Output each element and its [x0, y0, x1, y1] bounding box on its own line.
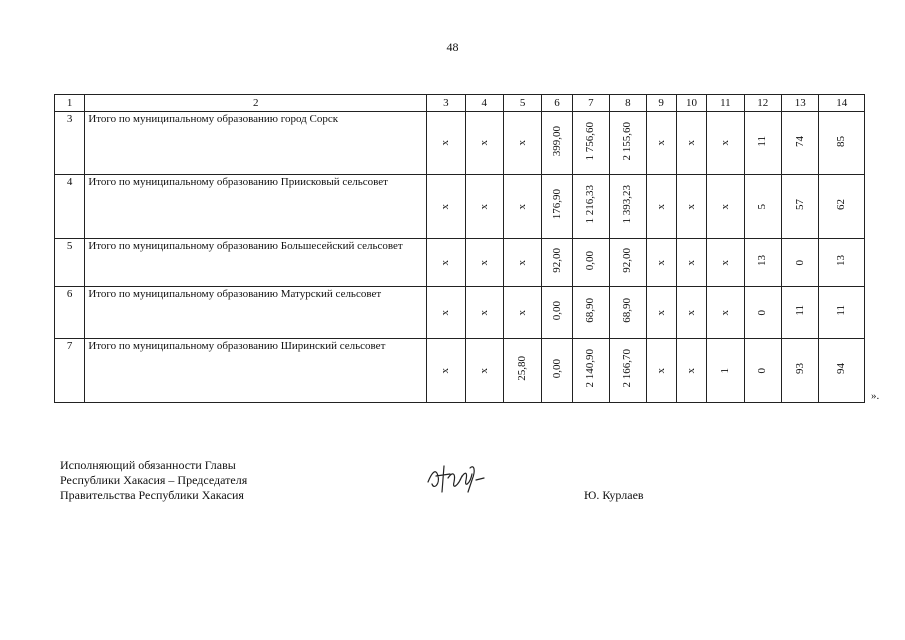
cell-value: х: [477, 140, 490, 146]
value-cell: [427, 175, 465, 239]
table-row: [55, 287, 865, 339]
value-cell: [646, 112, 676, 175]
cell-value: 1 756,60: [584, 121, 597, 161]
value-cell: [465, 339, 503, 403]
value-cell: [610, 175, 646, 239]
cell-value: х: [718, 203, 731, 209]
cell-value: 11: [835, 305, 848, 316]
value-cell: [676, 239, 706, 287]
value-cell: [572, 112, 609, 175]
cell-value: х: [516, 309, 529, 315]
value-cell: [610, 112, 646, 175]
header-cell: 9: [646, 95, 676, 112]
table-row: [55, 112, 865, 175]
value-cell: [676, 339, 706, 403]
cell-value: х: [654, 140, 667, 146]
cell-value: х: [477, 367, 490, 373]
cell-value: 85: [835, 135, 848, 147]
value-cell: [819, 112, 865, 175]
cell-value: 0: [756, 367, 769, 373]
header-cell: 7: [572, 95, 609, 112]
value-cell: [465, 175, 503, 239]
row-name: Итого по муниципальному образованию Большесейский сельсовет: [85, 239, 427, 287]
cell-value: х: [685, 309, 697, 315]
value-cell: [744, 112, 781, 175]
header-cell: 3: [427, 95, 465, 112]
cell-value: 1 393,23: [621, 185, 634, 224]
cell-value: 0: [793, 259, 806, 265]
value-cell: [707, 287, 744, 339]
value-cell: [646, 239, 676, 287]
cell-value: 93: [793, 363, 806, 374]
cell-value: 74: [793, 135, 806, 147]
value-cell: [781, 175, 818, 239]
value-cell: [427, 239, 465, 287]
cell-value: х: [439, 367, 452, 373]
value-cell: [610, 287, 646, 339]
signatory-title-line: Правительства Республики Хакасия: [60, 488, 244, 502]
cell-value: х: [654, 309, 667, 315]
value-cell: [503, 175, 541, 239]
cell-value: х: [685, 367, 697, 373]
row-name: Итого по муниципальному образованию Приисковый сельсовет: [85, 175, 427, 239]
cell-value: 0,00: [550, 300, 563, 321]
value-cell: [781, 112, 818, 175]
cell-value: х: [654, 259, 667, 265]
cell-value: 11: [756, 135, 769, 147]
header-cell: 10: [676, 95, 706, 112]
table-body: [55, 95, 865, 403]
page-number: 48: [446, 40, 459, 54]
value-cell: [707, 239, 744, 287]
signatory-name: Ю. Курлаев: [584, 488, 644, 502]
value-cell: [572, 339, 609, 403]
cell-value: 68,90: [621, 298, 634, 323]
value-cell: [819, 287, 865, 339]
cell-value: 5: [756, 203, 769, 209]
value-cell: [819, 239, 865, 287]
header-cell: 8: [610, 95, 646, 112]
cell-value: х: [654, 367, 667, 373]
handwritten-signature: [422, 458, 492, 498]
header-cell: 12: [744, 95, 781, 112]
value-cell: [781, 339, 818, 403]
value-cell: [610, 239, 646, 287]
cell-value: 92,00: [550, 248, 563, 273]
cell-value: х: [439, 203, 452, 209]
cell-value: 13: [835, 255, 848, 266]
cell-value: х: [718, 140, 731, 146]
value-cell: [572, 175, 609, 239]
cell-value: 0,00: [584, 250, 597, 271]
value-cell: [503, 287, 541, 339]
cell-value: 2 166,70: [621, 349, 634, 388]
closing-quote: ».: [871, 390, 880, 402]
header-cell: 14: [819, 95, 865, 112]
cell-value: х: [516, 259, 529, 265]
cell-value: х: [685, 203, 697, 209]
cell-value: 92,00: [621, 248, 634, 273]
signatory-title-line: Исполняющий обязанности Главы: [60, 458, 236, 472]
value-cell: [465, 287, 503, 339]
value-cell: [646, 175, 676, 239]
value-cell: [707, 175, 744, 239]
value-cell: [503, 339, 541, 403]
value-cell: [503, 112, 541, 175]
value-cell: [542, 175, 572, 239]
cell-value: х: [516, 203, 529, 209]
cell-value: 0,00: [550, 358, 563, 379]
cell-value: 94: [835, 363, 848, 374]
cell-value: 57: [793, 199, 806, 210]
signatory-title: [60, 458, 247, 503]
table-row: [55, 339, 865, 403]
row-name: Итого по муниципальному образованию Матурский сельсовет: [85, 287, 427, 339]
cell-value: х: [439, 259, 452, 265]
cell-value: 11: [793, 305, 806, 316]
cell-value: х: [477, 309, 490, 315]
value-cell: [819, 339, 865, 403]
value-cell: [781, 287, 818, 339]
header-cell: 1: [55, 95, 85, 112]
value-cell: [819, 175, 865, 239]
header-cell: 2: [85, 95, 427, 112]
cell-value: 1 216,33: [584, 185, 597, 224]
cell-value: х: [654, 203, 667, 209]
value-cell: [427, 339, 465, 403]
value-cell: [707, 339, 744, 403]
value-cell: [610, 339, 646, 403]
header-cell: 4: [465, 95, 503, 112]
value-cell: [781, 239, 818, 287]
cell-value: х: [685, 259, 697, 265]
cell-value: х: [477, 203, 490, 209]
row-name: Итого по муниципальному образованию город Сорск: [85, 112, 427, 175]
value-cell: [572, 239, 609, 287]
cell-value: 1: [718, 367, 731, 373]
cell-value: х: [685, 140, 697, 146]
row-name: Итого по муниципальному образованию Ширинский сельсовет: [85, 339, 427, 403]
cell-value: 2 155,60: [621, 121, 634, 161]
value-cell: [542, 287, 572, 339]
value-cell: [427, 112, 465, 175]
value-cell: [676, 112, 706, 175]
row-number: 4: [55, 175, 85, 239]
header-cell: 13: [781, 95, 818, 112]
row-number: 5: [55, 239, 85, 287]
value-cell: [542, 239, 572, 287]
value-cell: [707, 112, 744, 175]
value-cell: [427, 287, 465, 339]
cell-value: х: [718, 309, 731, 315]
cell-value: х: [718, 259, 731, 265]
row-number: 6: [55, 287, 85, 339]
value-cell: [744, 175, 781, 239]
value-cell: [542, 339, 572, 403]
signatory-title-line: Республики Хакасия – Председателя: [60, 473, 248, 487]
header-cell: 5: [503, 95, 541, 112]
value-cell: [744, 239, 781, 287]
cell-value: х: [516, 140, 529, 146]
table-row: [55, 175, 865, 239]
cell-value: х: [439, 140, 452, 146]
header-row: [55, 95, 865, 112]
cell-value: 0: [756, 309, 769, 315]
value-cell: [572, 287, 609, 339]
table-row: [55, 239, 865, 287]
row-number: 7: [55, 339, 85, 403]
header-cell: 6: [542, 95, 572, 112]
cell-value: 399,00: [550, 125, 563, 157]
value-cell: [744, 339, 781, 403]
row-number: 3: [55, 112, 85, 175]
value-cell: [676, 175, 706, 239]
cell-value: х: [439, 309, 452, 315]
value-cell: [465, 112, 503, 175]
data-table: [54, 94, 865, 403]
value-cell: [646, 287, 676, 339]
cell-value: х: [477, 259, 490, 265]
header-cell: 11: [707, 95, 744, 112]
cell-value: 25,80: [516, 356, 529, 381]
value-cell: [465, 239, 503, 287]
value-cell: [744, 287, 781, 339]
cell-value: 176,90: [550, 189, 563, 220]
cell-value: 68,90: [584, 298, 597, 323]
cell-value: 2 140,90: [584, 349, 597, 388]
value-cell: [646, 339, 676, 403]
value-cell: [676, 287, 706, 339]
cell-value: 62: [835, 199, 848, 210]
value-cell: [542, 112, 572, 175]
cell-value: 13: [756, 255, 769, 266]
value-cell: [503, 239, 541, 287]
